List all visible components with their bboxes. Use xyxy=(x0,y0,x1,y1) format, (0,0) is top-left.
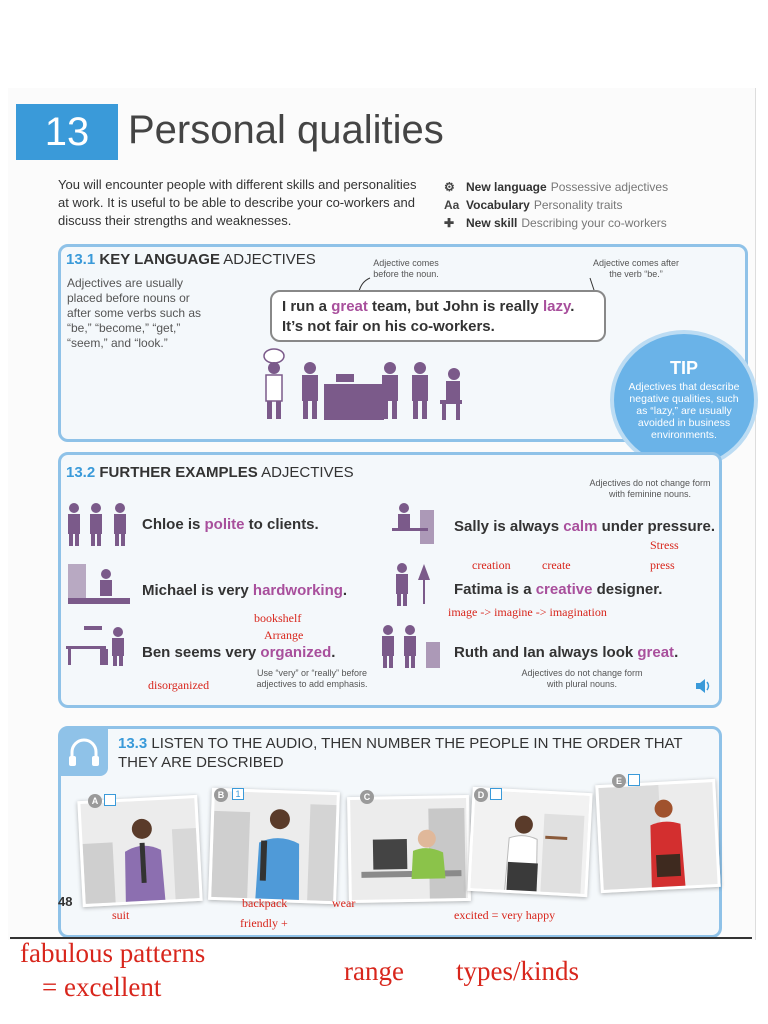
section-title-rest: ADJECTIVES xyxy=(223,251,316,268)
note-bookshelf: bookshelf xyxy=(254,611,302,625)
speech-bubble xyxy=(270,290,606,342)
section-title-rest: ADJECTIVES xyxy=(261,464,354,481)
note-friendly: friendly + xyxy=(240,916,288,930)
photo-label-b: B xyxy=(214,788,228,802)
note-fabulous: fabulous patterns xyxy=(20,938,206,968)
section-number: 13.1 xyxy=(66,251,96,268)
gears-icon: ⚙ xyxy=(444,180,455,194)
note-plural: Adjectives do not change form with plural nouns. xyxy=(521,668,643,689)
answer-box-d[interactable] xyxy=(490,788,502,800)
vocabulary-icon: Aa xyxy=(444,198,460,212)
meta-label: Vocabulary xyxy=(466,198,530,212)
note-after-verb: Adjective comes after the verb “be.” xyxy=(592,258,680,279)
adjective-great: great xyxy=(331,298,368,315)
meta-vocabulary xyxy=(444,196,744,214)
meta-value: Possessive adjectives xyxy=(550,180,669,194)
headphones-icon[interactable] xyxy=(60,728,108,776)
page-number: 48 xyxy=(58,894,73,909)
note-press: press xyxy=(650,558,675,572)
section-title-bold: KEY LANGUAGE xyxy=(99,251,220,268)
example-ben: Ben seems very organized. xyxy=(142,644,336,661)
photo-e xyxy=(595,779,720,893)
photo-d xyxy=(467,787,592,897)
example-ruth-ian: Ruth and Ian always look great. xyxy=(454,644,679,661)
note-suit: suit xyxy=(112,908,130,922)
photo-b xyxy=(208,788,340,904)
section-number: 13.2 xyxy=(66,464,96,481)
section-13-1-title xyxy=(66,251,316,268)
intro-text: You will encounter people with different skills and personalities at work. It is useful to be able to describe your co-workers and discuss their strengths and weaknesses. xyxy=(58,177,417,228)
photo-c xyxy=(347,795,471,903)
fatima-illustration xyxy=(390,560,440,606)
note-backpack: backpack xyxy=(242,896,288,910)
note-create: create xyxy=(542,558,571,572)
chapter-title: Personal qualities xyxy=(128,108,444,152)
note-excellent: = excellent xyxy=(42,972,162,1002)
photo-label-a: A xyxy=(88,794,102,808)
photo-label-c: C xyxy=(360,790,374,804)
adjective-calm: calm xyxy=(563,518,598,535)
example-sally: Sally is always calm under pressure. xyxy=(454,518,715,535)
answer-box-e[interactable] xyxy=(628,774,640,786)
bubble-line-1: I run a great team, but John is really lazy. xyxy=(282,298,575,315)
bubble-line-2: It’s not fair on his co-workers. xyxy=(282,318,495,335)
note-wear: wear xyxy=(332,896,356,910)
section-title-bold: FURTHER EXAMPLES xyxy=(99,464,258,481)
section-13-2-title xyxy=(66,464,354,481)
lesson-meta xyxy=(444,178,744,232)
photo-a xyxy=(77,795,202,907)
note-types: types/kinds xyxy=(456,956,580,986)
meta-new-skill xyxy=(444,214,744,232)
photo-label-d: D xyxy=(474,788,488,802)
example-michael: Michael is very hardworking. xyxy=(142,582,348,599)
meta-label: New skill xyxy=(466,216,518,230)
answer-box-b[interactable]: 1 xyxy=(232,788,244,800)
meta-value: Personality traits xyxy=(533,198,623,212)
sally-illustration xyxy=(390,500,440,546)
example-chloe: Chloe is polite to clients. xyxy=(142,516,319,533)
adjective-organized: organized xyxy=(260,644,332,661)
section-13-3-title xyxy=(118,734,718,772)
chloe-illustration xyxy=(64,500,134,546)
adjective-lazy: lazy xyxy=(542,298,571,315)
adjective-creative: creative xyxy=(535,581,593,598)
meta-value: Describing your co-workers xyxy=(521,216,667,230)
note-arrange: Arrange xyxy=(264,628,304,642)
chapter-number: 13 xyxy=(16,104,118,160)
adjective-great: great xyxy=(637,644,675,661)
section-number: 13.3 xyxy=(118,735,148,752)
example-fatima: Fatima is a creative designer. xyxy=(454,581,663,598)
puzzle-icon: ✚ xyxy=(444,216,455,230)
note-feminine: Adjectives do not change form with feminine nouns. xyxy=(589,478,711,499)
note-before-noun: Adjective comes before the noun. xyxy=(373,258,439,279)
note-stress: Stress xyxy=(650,538,679,552)
note-range: range xyxy=(344,956,404,986)
photo-label-e: E xyxy=(612,774,626,788)
tip-body: Adjectives that describe negative qualities, such as “lazy,” are usually avoided in business environments. xyxy=(628,381,740,441)
note-very-really: Use “very” or “really” before adjectives to add emphasis. xyxy=(256,668,368,689)
adjective-hardworking: hardworking xyxy=(252,582,343,599)
tip-title: TIP xyxy=(669,358,698,378)
michael-illustration xyxy=(64,560,134,606)
note-disorganized: disorganized xyxy=(148,678,210,692)
note-creation: creation xyxy=(472,558,511,572)
answer-box-a[interactable] xyxy=(104,794,116,806)
section-title-text: LISTEN TO THE AUDIO, THEN NUMBER THE PEOPLE IN THE ORDER THAT THEY ARE DESCRIBED xyxy=(118,735,683,771)
note-imagine-chain: image -> imagine -> imagination xyxy=(448,605,607,619)
meta-label: New language xyxy=(466,180,547,194)
adjective-polite: polite xyxy=(204,516,245,533)
kitchen-team-illustration xyxy=(254,340,474,424)
tip-circle xyxy=(610,330,758,470)
ruth-ian-illustration xyxy=(378,622,444,668)
speaker-icon[interactable] xyxy=(694,678,712,694)
ben-illustration xyxy=(64,622,134,668)
meta-new-language xyxy=(444,178,744,196)
note-excited: excited = very happy xyxy=(454,908,556,922)
adjective-rule-note: Adjectives are usually placed before nouns or after some verbs such as “be,” “become,” “get,” “seem,” and “look.” xyxy=(67,276,202,350)
